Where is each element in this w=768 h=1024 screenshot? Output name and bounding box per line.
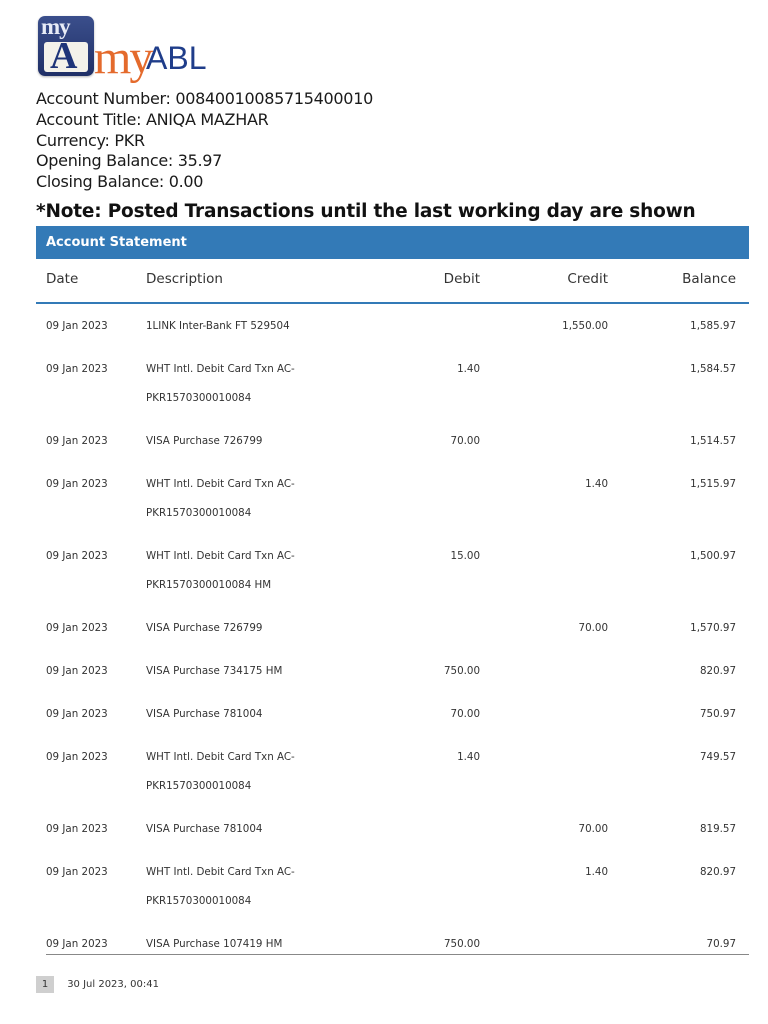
cell-description: WHT Intl. Debit Card Txn AC-PKR1570300010084: [146, 866, 295, 907]
cell-description: WHT Intl. Debit Card Txn AC-PKR1570300010084: [146, 363, 295, 404]
cell-debit: 1.40: [457, 751, 480, 763]
cell-debit: 1.40: [457, 363, 480, 375]
cell-balance: 749.57: [699, 751, 736, 763]
table-header-row: [36, 259, 749, 304]
col-debit: Debit: [443, 271, 480, 287]
cell-description: 1LINK Inter-Bank FT 529504: [146, 320, 290, 332]
cell-debit: 15.00: [450, 550, 480, 562]
table-row: [36, 850, 749, 922]
table-row: [36, 419, 749, 462]
table-row: [36, 922, 749, 965]
cell-description: WHT Intl. Debit Card Txn AC-PKR1570300010084: [146, 478, 295, 519]
cell-credit: 1,550.00: [562, 320, 608, 332]
cell-description: WHT Intl. Debit Card Txn AC-PKR1570300010084 HM: [146, 550, 295, 591]
cell-description: VISA Purchase 734175 HM: [146, 665, 283, 677]
cell-balance: 1,570.97: [690, 622, 736, 634]
cell-debit: 70.00: [450, 708, 480, 720]
table-row: [36, 534, 749, 606]
cell-date: 09 Jan 2023: [46, 363, 108, 375]
cell-credit: 70.00: [578, 622, 608, 634]
col-description: Description: [146, 271, 223, 287]
cell-balance: 1,500.97: [690, 550, 736, 562]
table-bottom-rule: [46, 954, 749, 955]
myabl-logo: [38, 16, 218, 82]
cell-date: 09 Jan 2023: [46, 550, 108, 562]
cell-description: VISA Purchase 781004: [146, 708, 263, 720]
cell-balance: 70.97: [706, 938, 736, 950]
account-currency: Currency: PKR: [36, 130, 145, 150]
cell-balance: 750.97: [699, 708, 736, 720]
table-row: [36, 606, 749, 649]
cell-debit: 750.00: [443, 665, 480, 677]
cell-date: 09 Jan 2023: [46, 751, 108, 763]
cell-balance: 1,515.97: [690, 478, 736, 490]
col-balance: Balance: [682, 271, 736, 287]
print-timestamp: 30 Jul 2023, 00:41: [67, 979, 159, 990]
logo-wordmark-abl: ABL: [146, 40, 207, 76]
cell-description: VISA Purchase 726799: [146, 435, 263, 447]
table-row: [36, 735, 749, 807]
account-title: Account Title: ANIQA MAZHAR: [36, 109, 269, 129]
cell-description: VISA Purchase 726799: [146, 622, 263, 634]
page-number: 1: [36, 976, 54, 993]
cell-balance: 820.97: [699, 665, 736, 677]
cell-balance: 819.57: [699, 823, 736, 835]
cell-date: 09 Jan 2023: [46, 665, 108, 677]
cell-description: VISA Purchase 107419 HM: [146, 938, 283, 950]
cell-date: 09 Jan 2023: [46, 866, 108, 878]
cell-credit: 1.40: [585, 478, 608, 490]
account-info: [36, 89, 373, 193]
cell-balance: 1,514.57: [690, 435, 736, 447]
account-statement-header: Account Statement: [36, 226, 749, 259]
cell-date: 09 Jan 2023: [46, 478, 108, 490]
table-row: [36, 692, 749, 735]
table-row: [36, 462, 749, 534]
cell-date: 09 Jan 2023: [46, 938, 108, 950]
cell-date: 09 Jan 2023: [46, 622, 108, 634]
table-row: [36, 649, 749, 692]
table-row: [36, 304, 749, 347]
opening-balance: Opening Balance: 35.97: [36, 151, 223, 171]
cell-debit: 70.00: [450, 435, 480, 447]
logo-wordmark-my: my: [94, 31, 152, 84]
closing-balance: Closing Balance: 0.00: [36, 172, 204, 192]
cell-balance: 1,584.57: [690, 363, 736, 375]
cell-date: 09 Jan 2023: [46, 320, 108, 332]
cell-credit: 70.00: [578, 823, 608, 835]
cell-description: VISA Purchase 781004: [146, 823, 263, 835]
table-row: [36, 807, 749, 850]
statement-table: [36, 259, 749, 965]
cell-date: 09 Jan 2023: [46, 708, 108, 720]
page-footer: [36, 976, 159, 993]
col-credit: Credit: [567, 271, 608, 287]
account-number: Account Number: 00840010085715400010: [36, 89, 373, 108]
table-row: [36, 347, 749, 419]
cell-debit: 750.00: [443, 938, 480, 950]
cell-date: 09 Jan 2023: [46, 823, 108, 835]
cell-balance: 1,585.97: [690, 320, 736, 332]
cell-date: 09 Jan 2023: [46, 435, 108, 447]
myabl-badge-icon: my A: [38, 16, 94, 76]
cell-credit: 1.40: [585, 866, 608, 878]
col-date: Date: [46, 271, 79, 287]
posted-transactions-note: *Note: Posted Transactions until the last working day are shown: [36, 201, 696, 222]
cell-description: WHT Intl. Debit Card Txn AC-PKR1570300010084: [146, 751, 295, 792]
cell-balance: 820.97: [699, 866, 736, 878]
